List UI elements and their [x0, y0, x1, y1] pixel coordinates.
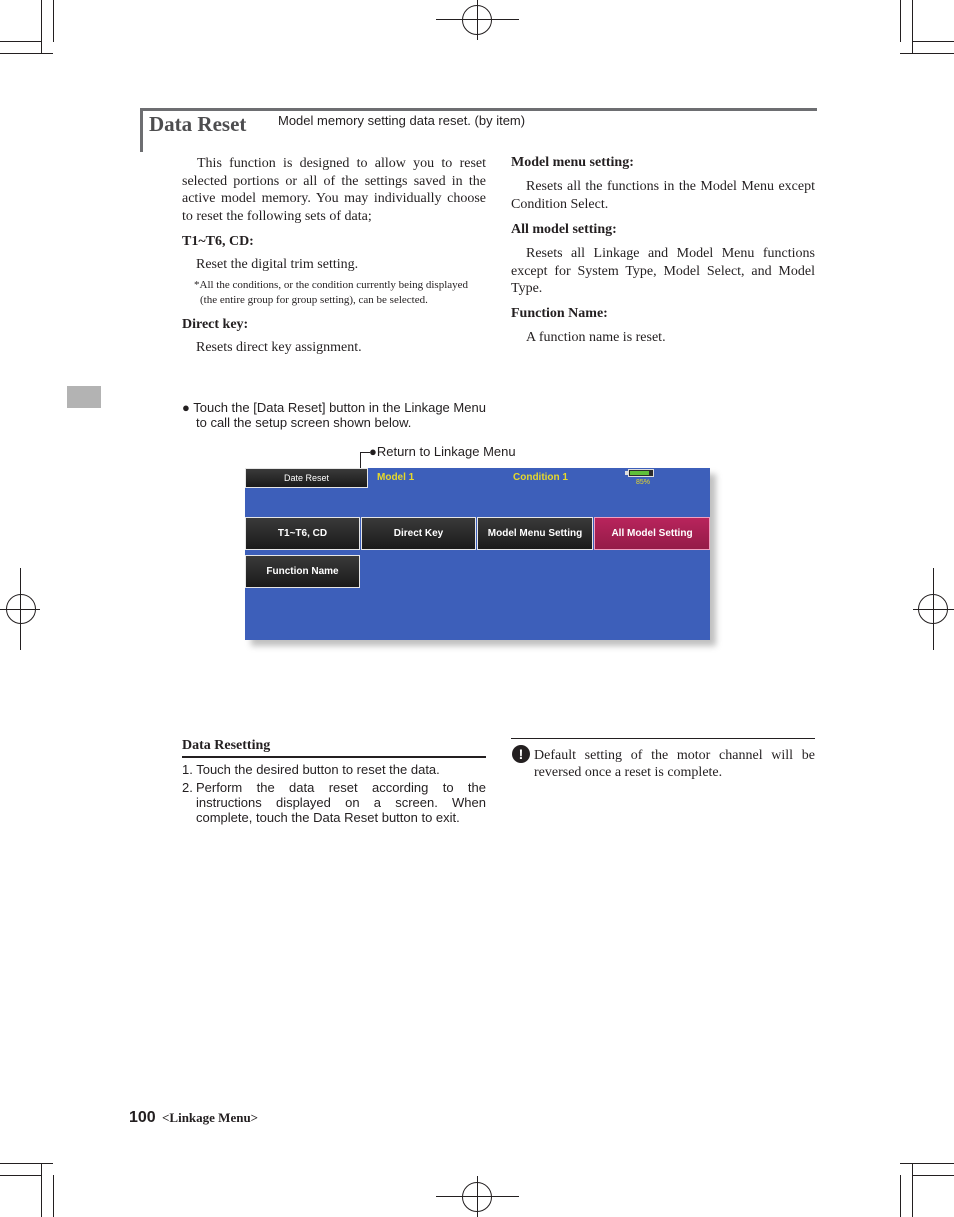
page-subtitle: Model memory setting data reset. (by item) [278, 113, 526, 128]
function-name-button[interactable]: Function Name [245, 555, 360, 588]
model-menu-text: Resets all the functions in the Model Menu except Condition Select. [511, 179, 815, 212]
warning-rule [511, 738, 815, 739]
callout-line [360, 452, 361, 468]
side-tab [67, 386, 101, 408]
page-title: Data Reset [149, 112, 247, 136]
t1t6-heading: T1~T6, CD: [182, 234, 254, 249]
page-number: 100 [129, 1109, 156, 1126]
step-2: Perform the data reset according to the instructions displayed on a screen. When complete, touch the Data Reset button to exit. [196, 780, 486, 825]
instruction-line-1: ● Touch the [Data Reset] button in the Linkage Menu [182, 400, 486, 415]
direct-key-heading: Direct key: [182, 317, 249, 332]
step-2-number: 2. [182, 780, 193, 795]
t1t6-text: Reset the digital trim setting. [196, 257, 359, 272]
title-rule-left [140, 108, 143, 152]
battery-percent: 85% [636, 479, 651, 486]
step-1: 1. Touch the desired button to reset the data. [182, 762, 440, 777]
all-model-text: Resets all Linkage and Model Menu functions except for System Type, Model Select, and Model Type. [511, 246, 815, 296]
data-resetting-heading: Data Resetting [182, 738, 271, 753]
battery-icon [628, 469, 654, 477]
return-callout: ●Return to Linkage Menu [369, 444, 516, 459]
condition-label: Condition 1 [513, 472, 568, 483]
function-name-text: A function name is reset. [526, 330, 666, 345]
data-reset-back-button[interactable]: Date Reset [245, 468, 368, 488]
intro-paragraph: This function is designed to allow you to reset selected portions or all of the settings saved in the active model memory. You may individually choose to reset the following sets of data; [182, 156, 486, 224]
model-menu-setting-button[interactable]: Model Menu Setting [477, 517, 593, 550]
exclamation-icon: ! [512, 745, 530, 763]
all-model-setting-button[interactable]: All Model Setting [594, 517, 710, 550]
direct-key-button[interactable]: Direct Key [361, 517, 476, 550]
t1t6-note-2: (the entire group for group setting), can be selected. [200, 294, 428, 306]
t1t6-note-1: *All the conditions, or the condition currently being displayed [194, 279, 469, 291]
title-rule [140, 108, 817, 111]
direct-key-text: Resets direct key assignment. [196, 340, 362, 355]
model-label: Model 1 [377, 472, 415, 483]
battery-level [630, 471, 649, 475]
warning-text: Default setting of the motor channel will be reversed once a reset is complete. [534, 748, 815, 780]
all-model-heading: All model setting: [511, 222, 617, 237]
footer-section: <Linkage Menu> [162, 1110, 259, 1125]
radio-screen [245, 468, 710, 640]
data-resetting-rule [182, 756, 486, 758]
t1t6-cd-button[interactable]: T1~T6, CD [245, 517, 360, 550]
model-menu-heading: Model menu setting: [511, 155, 634, 170]
instruction-line-2: to call the setup screen shown below. [196, 415, 412, 430]
function-name-heading: Function Name: [511, 306, 608, 321]
